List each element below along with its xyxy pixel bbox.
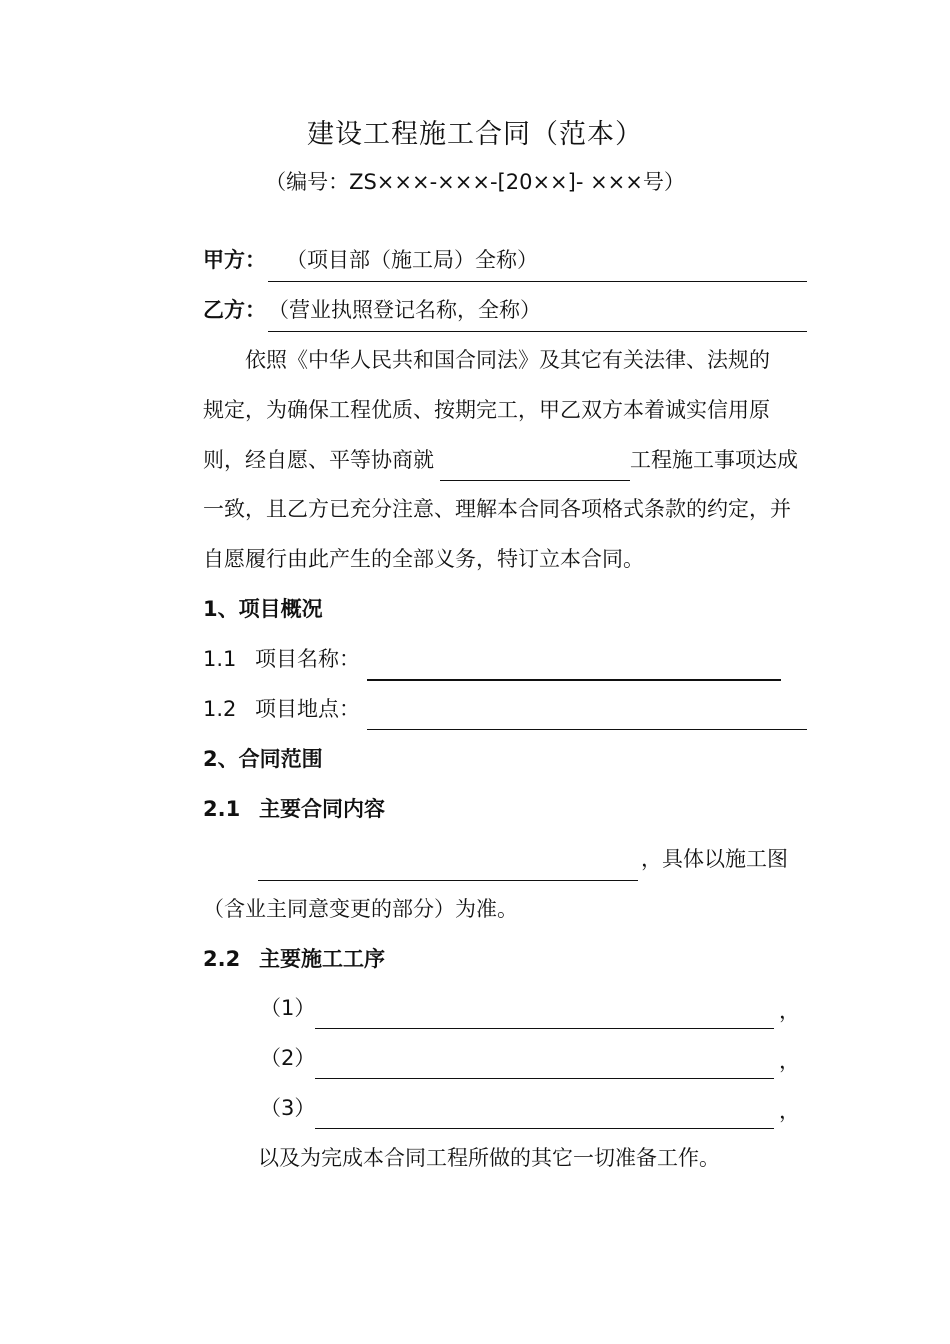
- project-name-blank: [440, 480, 630, 481]
- item-1-1-number: 1.1: [203, 647, 237, 671]
- contract-content-line-2: （含业主同意变更的部分）为准。: [203, 897, 518, 921]
- step-2-number: （2）: [260, 1046, 316, 1070]
- preamble-line-3a: 则，经自愿、平等协商就: [203, 448, 434, 472]
- item-1-2-label: 项目地点：: [255, 697, 360, 721]
- closing-text: 以及为完成本合同工程所做的其它一切准备工作。: [258, 1146, 720, 1170]
- step-2-underline: [315, 1078, 774, 1079]
- sub-2-2-title: 主要施工工序: [259, 947, 385, 971]
- step-1-underline: [315, 1028, 774, 1029]
- step-1-number: （1）: [260, 996, 316, 1020]
- item-1-1-label: 项目名称：: [255, 647, 360, 671]
- document-number: （编号：ZS×××-×××-[20××]- ×××号）: [265, 170, 685, 194]
- step-3-end: ，: [779, 1099, 800, 1123]
- step-3-number: （3）: [260, 1096, 316, 1120]
- step-3-underline: [315, 1128, 774, 1129]
- party-a-label: 甲方：: [203, 248, 266, 272]
- section-1-heading: 1、项目概况: [203, 597, 323, 621]
- party-b-label: 乙方：: [203, 298, 266, 322]
- sub-2-1-number: 2.1: [203, 797, 241, 821]
- section-2-heading: 2、合同范围: [203, 747, 323, 771]
- project-name-underline: [367, 679, 781, 681]
- item-1-2-number: 1.2: [203, 697, 237, 721]
- party-a-value: （项目部（施工局）全称）: [286, 248, 538, 272]
- preamble-line-5: 自愿履行由此产生的全部义务，特订立本合同。: [203, 547, 644, 571]
- party-a-underline: [268, 281, 807, 282]
- party-b-value: （营业执照登记名称，全称）: [268, 298, 541, 322]
- preamble-line-1: 依照《中华人民共和国合同法》及其它有关法律、法规的: [245, 348, 770, 372]
- document-title: 建设工程施工合同（范本）: [307, 119, 643, 150]
- contract-content-tail: ，具体以施工图: [641, 847, 788, 871]
- preamble-line-3b: 工程施工事项达成: [630, 448, 798, 472]
- party-b-underline: [268, 331, 807, 332]
- sub-2-1-title: 主要合同内容: [259, 797, 385, 821]
- sub-2-2-number: 2.2: [203, 947, 241, 971]
- step-2-end: ，: [779, 1049, 800, 1073]
- contract-content-underline: [258, 880, 638, 881]
- step-1-end: ，: [779, 999, 800, 1023]
- preamble-line-4: 一致，且乙方已充分注意、理解本合同各项格式条款的约定，并: [203, 497, 791, 521]
- preamble-line-2: 规定，为确保工程优质、按期完工，甲乙双方本着诚实信用原: [203, 398, 770, 422]
- project-location-underline: [367, 729, 807, 730]
